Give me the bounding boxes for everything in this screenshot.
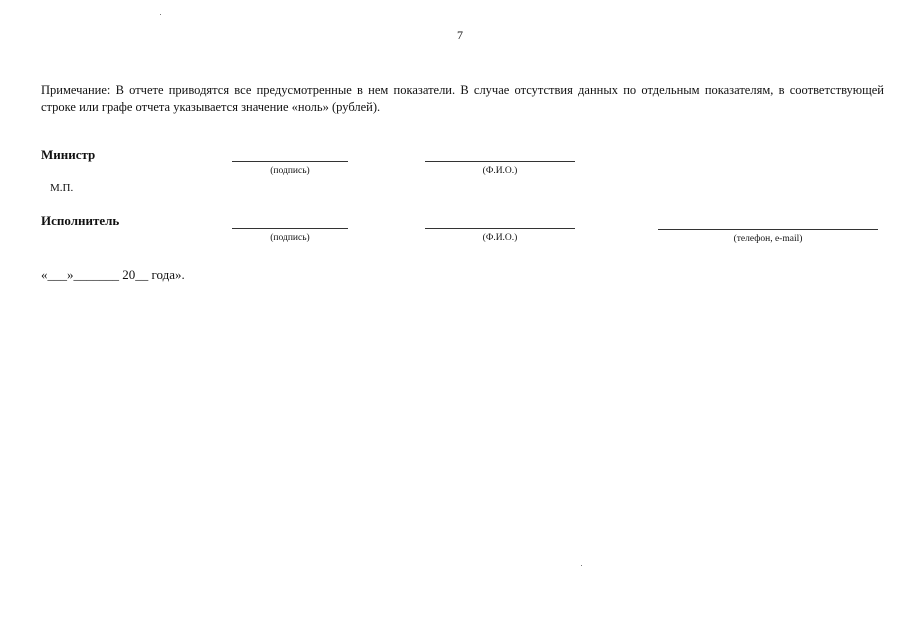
- stamp-place-label: М.П.: [50, 182, 74, 194]
- executor-contact-line: [658, 229, 878, 230]
- executor-name-caption: (Ф.И.О.): [482, 233, 518, 243]
- executor-contact-caption: (телефон, e-mail): [733, 234, 803, 244]
- executor-name-line: [425, 228, 575, 229]
- minister-signature-caption: (подпись): [270, 166, 310, 176]
- note-paragraph: Примечание: В отчете приводятся все предусмотренные в нем показатели. В случае отсутствия данных по отдельным показателям, в соответствующей строке или графе отчета указывается значение «ноль» (рублей).: [41, 83, 884, 114]
- minister-name-line: [425, 161, 575, 162]
- executor-signature-caption: (подпись): [270, 233, 310, 243]
- minister-signature-line: [232, 161, 348, 162]
- page-number: 7: [457, 28, 463, 42]
- scan-speck: [160, 14, 161, 15]
- minister-name-caption: (Ф.И.О.): [482, 166, 518, 176]
- executor-label: Исполнитель: [41, 213, 120, 228]
- scan-speck: [581, 565, 582, 566]
- date-line: «___»_______ 20__ года».: [41, 267, 185, 282]
- minister-label: Министр: [41, 147, 96, 162]
- executor-signature-line: [232, 228, 348, 229]
